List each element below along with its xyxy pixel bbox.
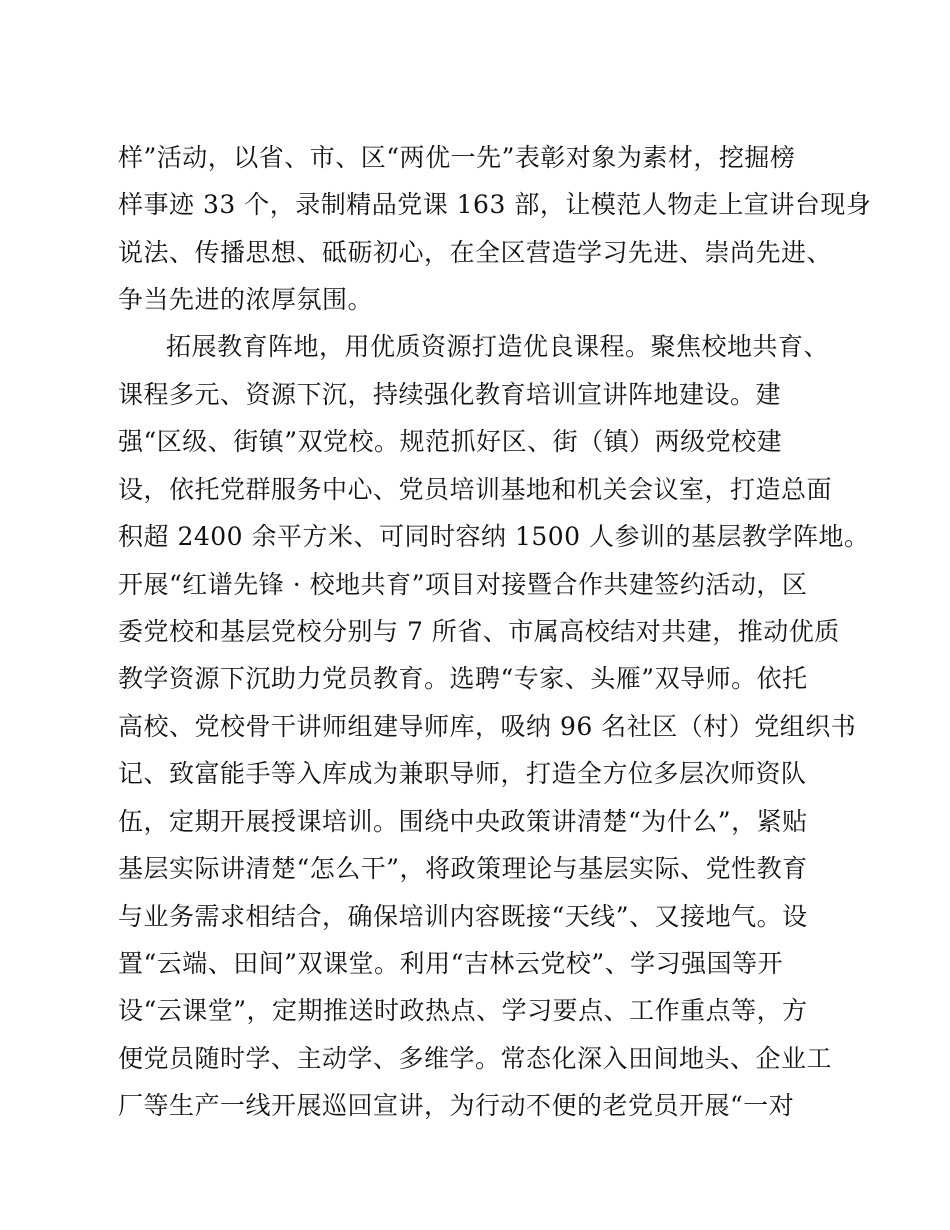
body-text-line: 设，依托党群服务中心、党员培训基地和机关会议室，打造总面 bbox=[118, 475, 833, 504]
body-text-line: 与业务需求相结合，确保培训内容既接“天线”、又接地气。设 bbox=[118, 902, 808, 931]
body-text-line: 厂等生产一线开展巡回宣讲，为行动不便的老党员开展“一对 bbox=[118, 1091, 795, 1120]
body-text-line: 说法、传播思想、砥砺初心，在全区营造学习先进、崇尚先进、 bbox=[118, 238, 833, 267]
body-text-line: 委党校和基层党校分别与 7 所省、市属高校结对共建，推动优质 bbox=[118, 617, 840, 646]
body-text-line: 开展“红谱先锋 · 校地共育”项目对接暨合作共建签约活动，区 bbox=[118, 570, 808, 599]
body-text-line: 样事迹 33 个，录制精品党课 163 部，让模范人物走上宣讲台现身 bbox=[118, 190, 872, 219]
body-text-line: 强“区级、街镇”双党校。规范抓好区、街（镇）两级党校建 bbox=[118, 427, 783, 456]
body-text-line: 积超 2400 余平方米、可同时容纳 1500 人参训的基层教学阵地。 bbox=[118, 522, 870, 551]
body-text-line: 样”活动，以省、市、区“两优一先”表彰对象为素材，挖掘榜 bbox=[118, 143, 796, 172]
body-text-line: 伍，定期开展授课培训。围绕中央政策讲清楚“为什么”，紧贴 bbox=[118, 807, 808, 836]
paragraph-first-line: 拓展教育阵地，用优质资源打造优良课程。聚焦校地共育、 bbox=[166, 332, 830, 361]
body-text-line: 设“云课堂”，定期推送时政热点、学习要点、工作重点等，方 bbox=[118, 996, 808, 1025]
body-text-line: 教学资源下沉助力党员教育。选聘“专家、头雁”双导师。依托 bbox=[118, 664, 808, 693]
body-text-line: 课程多元、资源下沉，持续强化教育培训宣讲阵地建设。建 bbox=[118, 380, 782, 409]
body-text-line: 高校、党校骨干讲师组建导师库，吸纳 96 名社区（村）党组织书 bbox=[118, 712, 857, 741]
body-text-line: 记、致富能手等入库成为兼职导师，打造全方位多层次师资队 bbox=[118, 759, 807, 788]
body-text-line: 置“云端、田间”双课堂。利用“吉林云党校”、学习强国等开 bbox=[118, 949, 784, 978]
body-text-line: 便党员随时学、主动学、多维学。常态化深入田间地头、企业工 bbox=[118, 1044, 833, 1073]
body-text-line: 基层实际讲清楚“怎么干”，将政策理论与基层实际、党性教育 bbox=[118, 854, 808, 883]
body-text-line: 争当先进的浓厚氛围。 bbox=[118, 285, 374, 314]
